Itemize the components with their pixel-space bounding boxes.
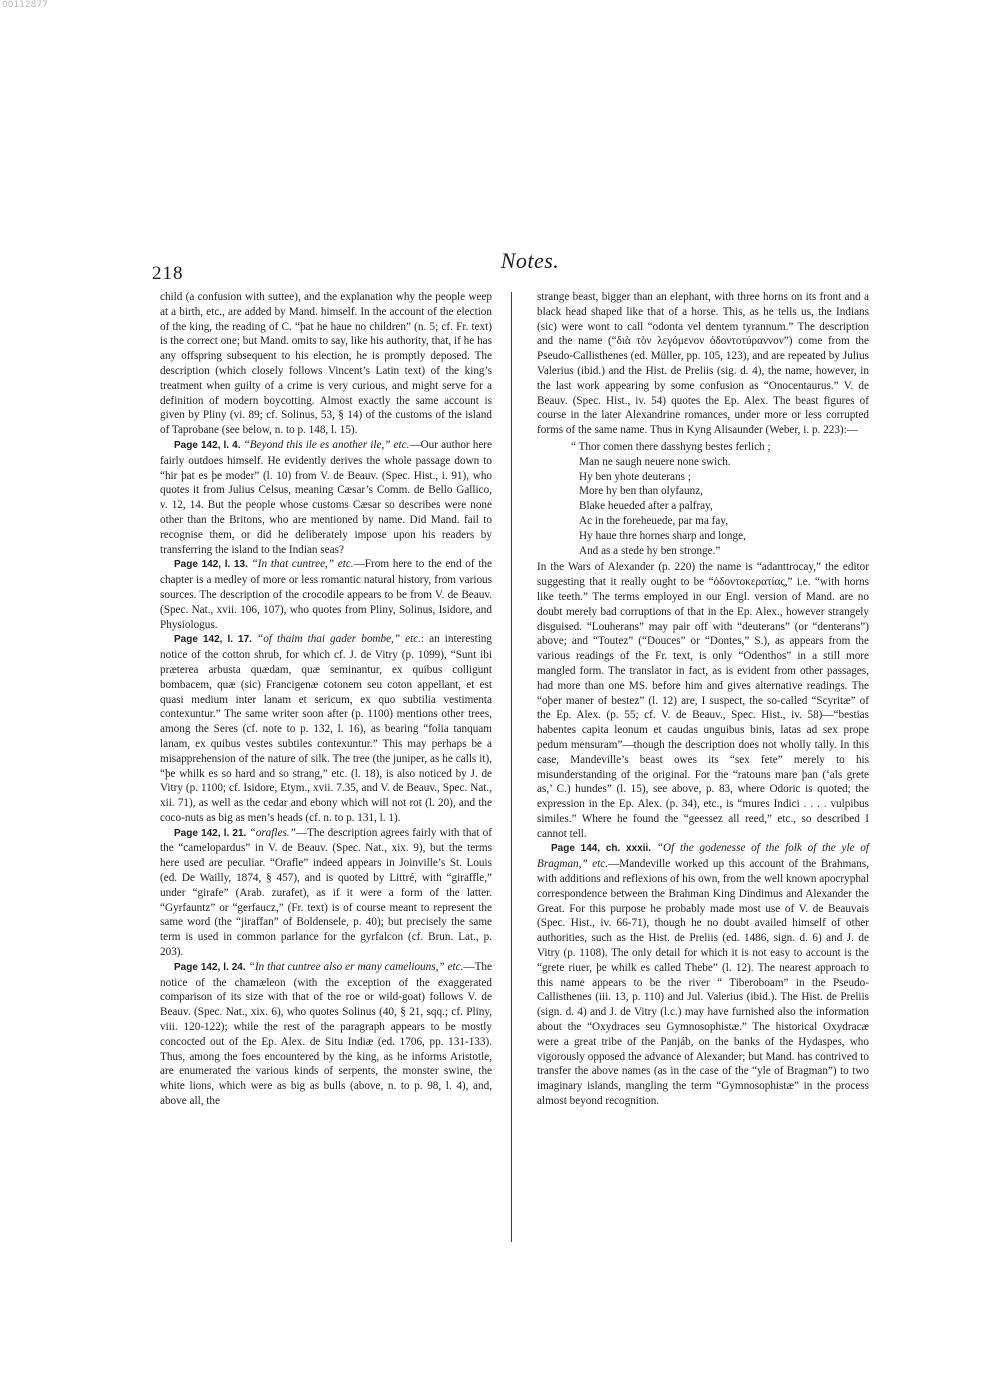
note-text: —The notice of the chamæleon (with the exception of the exaggerated comparison of its size with that of the roe or wild-goat) follows V. de Beauv. (Spec. Nat., xix. 6), who quotes Solinus (40, § 21, sqq.; cf. Pliny, viii. 120-122); while the rest of the paragraph appears to be mostly concocted out of the Ep. Alex. de Situ Indiæ (ed. 1706, pp. 131-133). Thus, among the foes encountered by the king, as he informs Aristotle, are enumerated the various kinds of serpents, the monster swine, the white lions, which were as big as bulls (above, n. to p. 98, l. 4), and, above all, the <box>160 960 492 1108</box>
note-lemma: “In that cuntree also er many cameliouns,” etc. <box>248 960 464 973</box>
note-lemma: “Beyond this ile es another ile,” etc. <box>243 438 410 451</box>
note-text: —Mandeville worked up this account of the Brahmans, with additions and reflexions of his own, from the well known apocryphal correspondence between the Brahman King Dindimus and Alexander the Great. For this purpose he probably made most use of V. de Beauvais (Spec. Hist., iv. 66-71), though he no doubt availed himself of other authorities, such as the Hist. de Preliis (ed. 1486, sign. d. 6) and J. de Vitry (p. 1108). The only detail for which it is not easy to account is the “grete riuer, þe whilk es called Thebe” (l. 12). The nearest approach to this name appears to be the river “ Tiberoboam” in the Pseudo-Callisthenes (iii. 13, p. 110) and Jul. Valerius (ibid.). The Hist. de Preliis (sign. d. 4) and J. de Vitry (l.c.) may have furnished also the information about the “Oxydraces seu Gymnosophistæ.” The historical Oxydracæ were a great tribe of the Panjáb, on the banks of the Hydaspes, who vigorously opposed the advance of Alexander; but Mand. has contrived to transfer the above names (as in the case of the “yle of Bragman”) to two imaginary islands, mangling the term “Gymnosophistæ” in the process almost beyond recognition. <box>537 858 869 1108</box>
continued-paragraph: In the Wars of Alexander (p. 220) the name is “adanttrocay,” the editor suggesting that it really ought to be “ὀδοντοκερατίας,” i.e. “with horns like teeth.” The terms employed in our Engl. version of Mand. are no doubt merely bad corruptions of that in the Ep. Alex., however strangely disguised. “Louherans” may pair off with “deuterans” (or “denterans”) above; and “Toutez” (“Douces” or “Dontes,” S.), as appears from the various readings of the Fr. text, is only “Odenthos” in a still more mangled form. The translator in fact, as is evident from other passages, had more than one MS. before him and gives alternative readings. The “oþer maner of bestez” (l. 12) are, I suspect, the so-called “Scyritæ” of the Ep. Alex. (p. 55; cf. V. de Beauv., Spec. Hist., iv. 58)—“bestias habentes capita leonum et caudas unguibus binis, latas ad sex prope pedum mensuram”—though the description does not wholly tally. In this case, Mandeville’s beast owes its “sex fete” merely to his misunderstanding of the original. For the “ratouns mare þan (‘als grete as,’ C.) hundes” (l. 15), see above, p. 83, where Odoric is quoted; the expression in the Ep. Alex. (p. 34), etc., is “mures Indici . . . . vulpibus similes.” Where he found the “geessez all reed,” etc., so described I cannot tell. <box>537 561 869 840</box>
page-number: 218 <box>152 263 184 284</box>
verse-line: Man ne saugh neuere none swich. <box>579 455 731 468</box>
note-paragraph <box>160 632 492 825</box>
note-lemma: “Of the godenesse of the folk of the yle of Bragman,” etc. <box>537 842 869 871</box>
note-reference: Page 142, l. 13. <box>174 559 248 571</box>
note-reference: Page 142, l. 24. <box>174 961 246 973</box>
note-reference: Page 142, l. 4. <box>174 439 241 451</box>
verse-line: Hy ben yhote deuterans ; <box>579 470 691 483</box>
note-lemma: “In that cuntree,” etc. <box>251 558 354 571</box>
note-reference: Page 142, l. 21. <box>174 827 247 839</box>
verse-line: More hy ben than olyfaunz, <box>579 485 703 498</box>
note-lemma: “of thaim thai gader bombe,” etc. <box>257 633 421 646</box>
verse-line: And as a stede hy ben stronge.” <box>579 544 721 557</box>
note-reference: Page 144, ch. xxxii. <box>551 843 652 855</box>
verse-line: Blake heueded after a palfray, <box>579 500 713 513</box>
right-column <box>537 290 869 1109</box>
note-paragraph <box>160 438 492 557</box>
note-lemma: “orafles.” <box>249 826 296 839</box>
verse-line: Hy haue thre hornes sharp and longe, <box>579 529 746 542</box>
left-column <box>160 290 492 1109</box>
note-paragraph <box>537 841 869 1108</box>
note-paragraph <box>160 960 492 1109</box>
note-paragraph <box>160 826 492 960</box>
running-head: Notes. <box>500 248 560 273</box>
column-divider <box>511 292 512 1242</box>
verse-quotation <box>571 440 869 558</box>
verse-line: Ac in the foreheuede, par ma fay, <box>579 514 728 527</box>
scan-id: 00112877 <box>2 0 48 10</box>
continued-paragraph: strange beast, bigger than an elephant, with three horns on its front and a black head shaped like that of a horse. This, as he tells us, the Indians (sic) were wont to call “odonta vel dentem tyrannum.” The description and the name (“διὰ τὸν λεγόμενον ὀδοντοτύραννον”) come from the Pseudo-Callisthenes (ed. Müller, pp. 105, 123), and are repeated by Julius Valerius (ibid.) and the Hist. de Preliis (sig. d. 4), the name, however, in the last work appearing by some confusion as “Onocentaurus.” V. de Beauv. (Spec. Hist., iv. 54) quotes the Ep. Alex. The beast figures of course in the later Alexandrine romances, under more or less corrupted forms of the same name. Thus in Kyng Alisaunder (Weber, i. p. 223):— <box>537 291 869 437</box>
note-reference: Page 142, l. 17. <box>174 634 252 646</box>
note-text: —From here to the end of the chapter is a medley of more or less romantic natural history, from various sources. The description of the crocodile appears to be from V. de Beauv. (Spec. Nat., xvii. 106, 107), who quotes from Pliny, Solinus, Isidore, and Physiologus. <box>160 558 492 631</box>
note-paragraph <box>160 557 492 632</box>
continued-paragraph: child (a confusion with suttee), and the explanation why the people weep at a birth, etc., are added by Mand. himself. In the account of the election of the king, the reading of C. “þat he haue no children” (n. 5; cf. Fr. text) is the correct one; but Mand. omits to say, like his authority, that, if he has any offspring subsequent to his election, he is promptly deposed. The description (which closely follows Vincent’s Latin text) of the king’s treatment when guilty of a crime is very curious, and might serve for a definition of modern boycotting. Almost exactly the same account is given by Pliny (vi. 89; cf. Solinus, 53, § 14) of the customs of the island of Taprobane (see below, n. to p. 148, l. 15). <box>160 291 492 437</box>
note-text: : an interesting notice of the cotton shrub, for which cf. J. de Vitry (p. 1099), “Sunt ibi præterea arbusta quædam, quæ seminantur, ex quibus colligunt bombacem, quæ (sic) Francigenæ cotonem seu coton appellant, et est quasi medium inter lanam et sericum, ex quo subtilia vestimenta contexuntur.” The same writer soon after (p. 1100) mentions other trees, among the Seres (cf. note to p. 132, l. 16), as bearing “folia tanquam lanam, ex quibus vestes subtiles contexuntur.” This may perhaps be a misapprehension of the nature of silk. The tree (the juniper, as he calls it), “þe whilk es so hard and so strang,” etc. (l. 18), is also noticed by J. de Vitry (p. 1100; cf. Isidore, Etym., xvii. 7.35, and V. de Beauv., Spec. Nat., xii. 71), as well as the cedar and ebony which will not rot (l. 20), and the coco-nuts as big as men’s heads (cf. n. to p. 131, l. 1). <box>160 633 492 824</box>
note-text: —Our author here fairly outdoes himself. He evidently derives the whole passage down to “hir þat es þe moder” (l. 10) from V. de Beauv. (Spec. Hist., i. 91), who quotes it from Julius Celsus, meaning Cæsar’s Comm. de Bello Gallico, v. 12, 14. But the people whose customs Cæsar so describes were none other than the Britons, who are mentioned by name. Did Mand. fail to recognise them, or did he deliberately impose upon his readers by transferring the island to the Indian seas? <box>160 438 492 556</box>
verse-line: “ Thor comen there dasshyng bestes ferlich ; <box>571 440 771 453</box>
note-text: —The description agrees fairly with that of the “camelopardus” in V. de Beauv. (Spec. Nat., xix. 9), but the terms here used are peculiar. “Orafle” indeed appears in Joinville’s St. Louis (ed. De Wailly, 1874, § 457), and is quoted by Littré, with “giraffle,” under “girafe” (Arab. zurafet), as if it were a form of the latter. “Gyrfauntz” or “gerfaucz,” (Fr. text) is of course meant to represent the same word (the “jiraffan” of Boldensele, p. 40); but precisely the same term is used in common parlance for the gyrfalcon (cf. Brun. Lat., p. 203). <box>160 826 492 959</box>
